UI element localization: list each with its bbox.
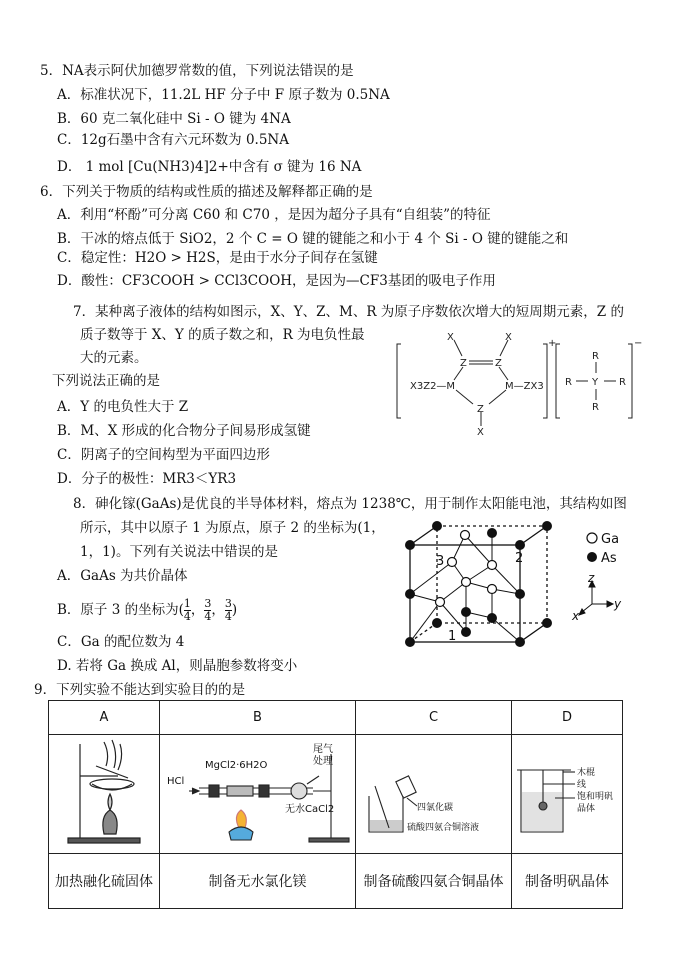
ionic-liquid-structure-figure: [395, 332, 645, 440]
ionic-atom-z-bottom: Z: [477, 404, 484, 415]
cation-charge: +: [548, 338, 557, 349]
q5-stem: 5．NA表示阿伏加德罗常数的值，下列说法错误的是: [40, 63, 354, 79]
q8-stem-line1: 8．砷化镓(GaAs)是优良的半导体材料，熔点为 1238℃，用于制作太阳能电池，其结构如图: [73, 496, 627, 512]
q8-option-b-suffix: ): [231, 602, 238, 618]
ionic-left-group: X3Z2—M: [410, 381, 456, 392]
q6-option-d: D．酸性：CF3COOH > CCl3COOH，是因为—CF3基团的吸电子作用: [57, 273, 496, 289]
atom-2-label: 2: [515, 551, 524, 566]
caption-d: 制备明矾晶体: [512, 854, 623, 909]
q7-option-d: D．分子的极性：MR3＜YR3: [57, 471, 237, 487]
label-crystal: 晶体: [576, 804, 595, 814]
q8-option-b-prefix: B．原子 3 的坐标为(: [57, 602, 184, 618]
q7-option-a: A．Y 的电负性大于 Z: [57, 399, 189, 415]
label-tail-gas-2: 处理: [312, 756, 333, 767]
ionic-atom-x-top-right: X: [505, 332, 512, 343]
q6-option-c: C．稳定性：H2O > H2S，是由于水分子间存在氢键: [57, 250, 378, 266]
caption-b: 制备无水氯化镁: [160, 854, 356, 909]
q8-option-c: C．Ga 的配位数为 4: [57, 634, 185, 650]
anion-r-right: R: [619, 377, 626, 388]
q6-option-a: A．利用“杯酚”可分离 C60 和 C70 ，是因为超分子具有“自组装”的特征: [57, 207, 491, 223]
coord-fraction-z: $\frac{3}{4}$: [224, 597, 232, 623]
label-mgcl2-6h2o: MgCl2·6H2O: [204, 760, 267, 771]
ionic-atom-x-top-left: X: [447, 332, 454, 343]
label-anhydrous-cacl2: 无水CaCl2: [284, 804, 334, 815]
label-copper-solution: 硫酸四氨合铜溶液: [406, 823, 479, 833]
q5-option-a: A．标准状况下，11.2L HF 分子中 F 原子数为 0.5NA: [57, 87, 390, 103]
label-thread: 线: [576, 780, 586, 790]
experiment-table: [48, 700, 623, 909]
q9-stem: 9．下列实验不能达到实验目的的是: [34, 682, 246, 698]
header-a: A: [49, 701, 160, 735]
q5-option-b: B．60 克二氧化硅中 Si - O 键为 4NA: [57, 111, 291, 127]
anion-charge: −: [634, 338, 643, 349]
q7-option-c: C．阴离子的空间构型为平面四边形: [57, 447, 270, 463]
heating-sulfur-apparatus: [54, 736, 154, 848]
q8-option-b: B．原子 3 的坐标为( $\frac{1}{4}$ ， $\frac{3}{4}$ ， $\frac{3}{4}$ ): [57, 597, 238, 623]
header-c: C: [356, 701, 512, 735]
q6-option-b: B．干冰的熔点低于 SiO2，2 个 C = O 键的键能之和小于 4 个 Si - O 键的键能之和: [57, 231, 569, 247]
ionic-atom-z-left: Z: [460, 358, 467, 369]
axis-x-label: x: [572, 609, 580, 623]
label-ccl4: 四氯化碳: [416, 803, 453, 813]
q7-stem-line3: 大的元素。: [80, 350, 148, 366]
anhydrous-mgcl2-apparatus: [163, 736, 353, 848]
copper-complex-crystallization-apparatus: [359, 736, 509, 848]
header-d: D: [512, 701, 623, 735]
q8-option-d: D. 若将 Ga 换成 Al，则晶胞参数将变小: [57, 658, 298, 674]
label-hcl: HCl: [166, 776, 184, 787]
q5-option-c: C．12g石墨中含有六元环数为 0.5NA: [57, 132, 289, 148]
alum-crystal-apparatus: [515, 736, 620, 848]
legend-as: As: [601, 551, 617, 566]
legend-ga: Ga: [601, 532, 620, 547]
caption-c: 制备硫酸四氨合铜晶体: [356, 854, 512, 909]
coord-fraction-y: $\frac{3}{4}$: [204, 597, 212, 623]
q8-stem-line3: 1，1)。下列有关说法中错误的是: [80, 544, 278, 560]
axis-z-label: z: [588, 571, 595, 585]
ionic-atom-z-right: Z: [495, 358, 502, 369]
q7-stem-line2: 质子数等于 X、Y 的质子数之和，R 为电负性最: [80, 327, 365, 343]
anion-r-top: R: [592, 351, 599, 362]
label-stick: 木棍: [576, 768, 595, 778]
cell-b-apparatus: [160, 735, 356, 854]
q7-option-b: B．M、X 形成的化合物分子间易形成氢键: [57, 423, 311, 439]
label-tail-gas-1: 尾气: [312, 744, 333, 755]
q7-ask: 下列说法正确的是: [52, 373, 160, 389]
anion-r-bottom: R: [592, 402, 599, 413]
header-b: B: [160, 701, 356, 735]
q8-stem-line2: 所示，其中以原子 1 为原点，原子 2 的坐标为(1，: [80, 520, 385, 536]
atom-1-label: 1: [448, 629, 457, 644]
axis-y-label: y: [614, 597, 622, 611]
coord-fraction-x: $\frac{1}{4}$: [183, 597, 191, 623]
q7-stem-line1: 7．某种离子液体的结构如图示，X、Y、Z、M、R 为原子序数依次增大的短周期元素，Z 的: [73, 304, 624, 320]
q5-option-d: D． 1 mol [Cu(NH3)4]2+中含有 σ 键为 16 NA: [57, 159, 362, 175]
cell-a-apparatus: [49, 735, 160, 854]
caption-a: 加热融化硫固体: [49, 854, 160, 909]
ionic-atom-x-bottom: X: [477, 427, 484, 438]
cell-d-apparatus: [512, 735, 623, 854]
q8-option-a: A．GaAs 为共价晶体: [57, 568, 188, 584]
gaas-unit-cell-figure: [400, 520, 670, 650]
ionic-right-group: M—ZX3: [505, 381, 544, 392]
anion-y-center: Y: [592, 377, 599, 388]
atom-3-label: 3: [436, 554, 445, 569]
label-saturated-alum: 饱和明矾: [576, 792, 613, 802]
q6-stem: 6．下列关于物质的结构或性质的描述及解释都正确的是: [40, 184, 373, 200]
cell-c-apparatus: [356, 735, 512, 854]
anion-r-left: R: [565, 377, 572, 388]
